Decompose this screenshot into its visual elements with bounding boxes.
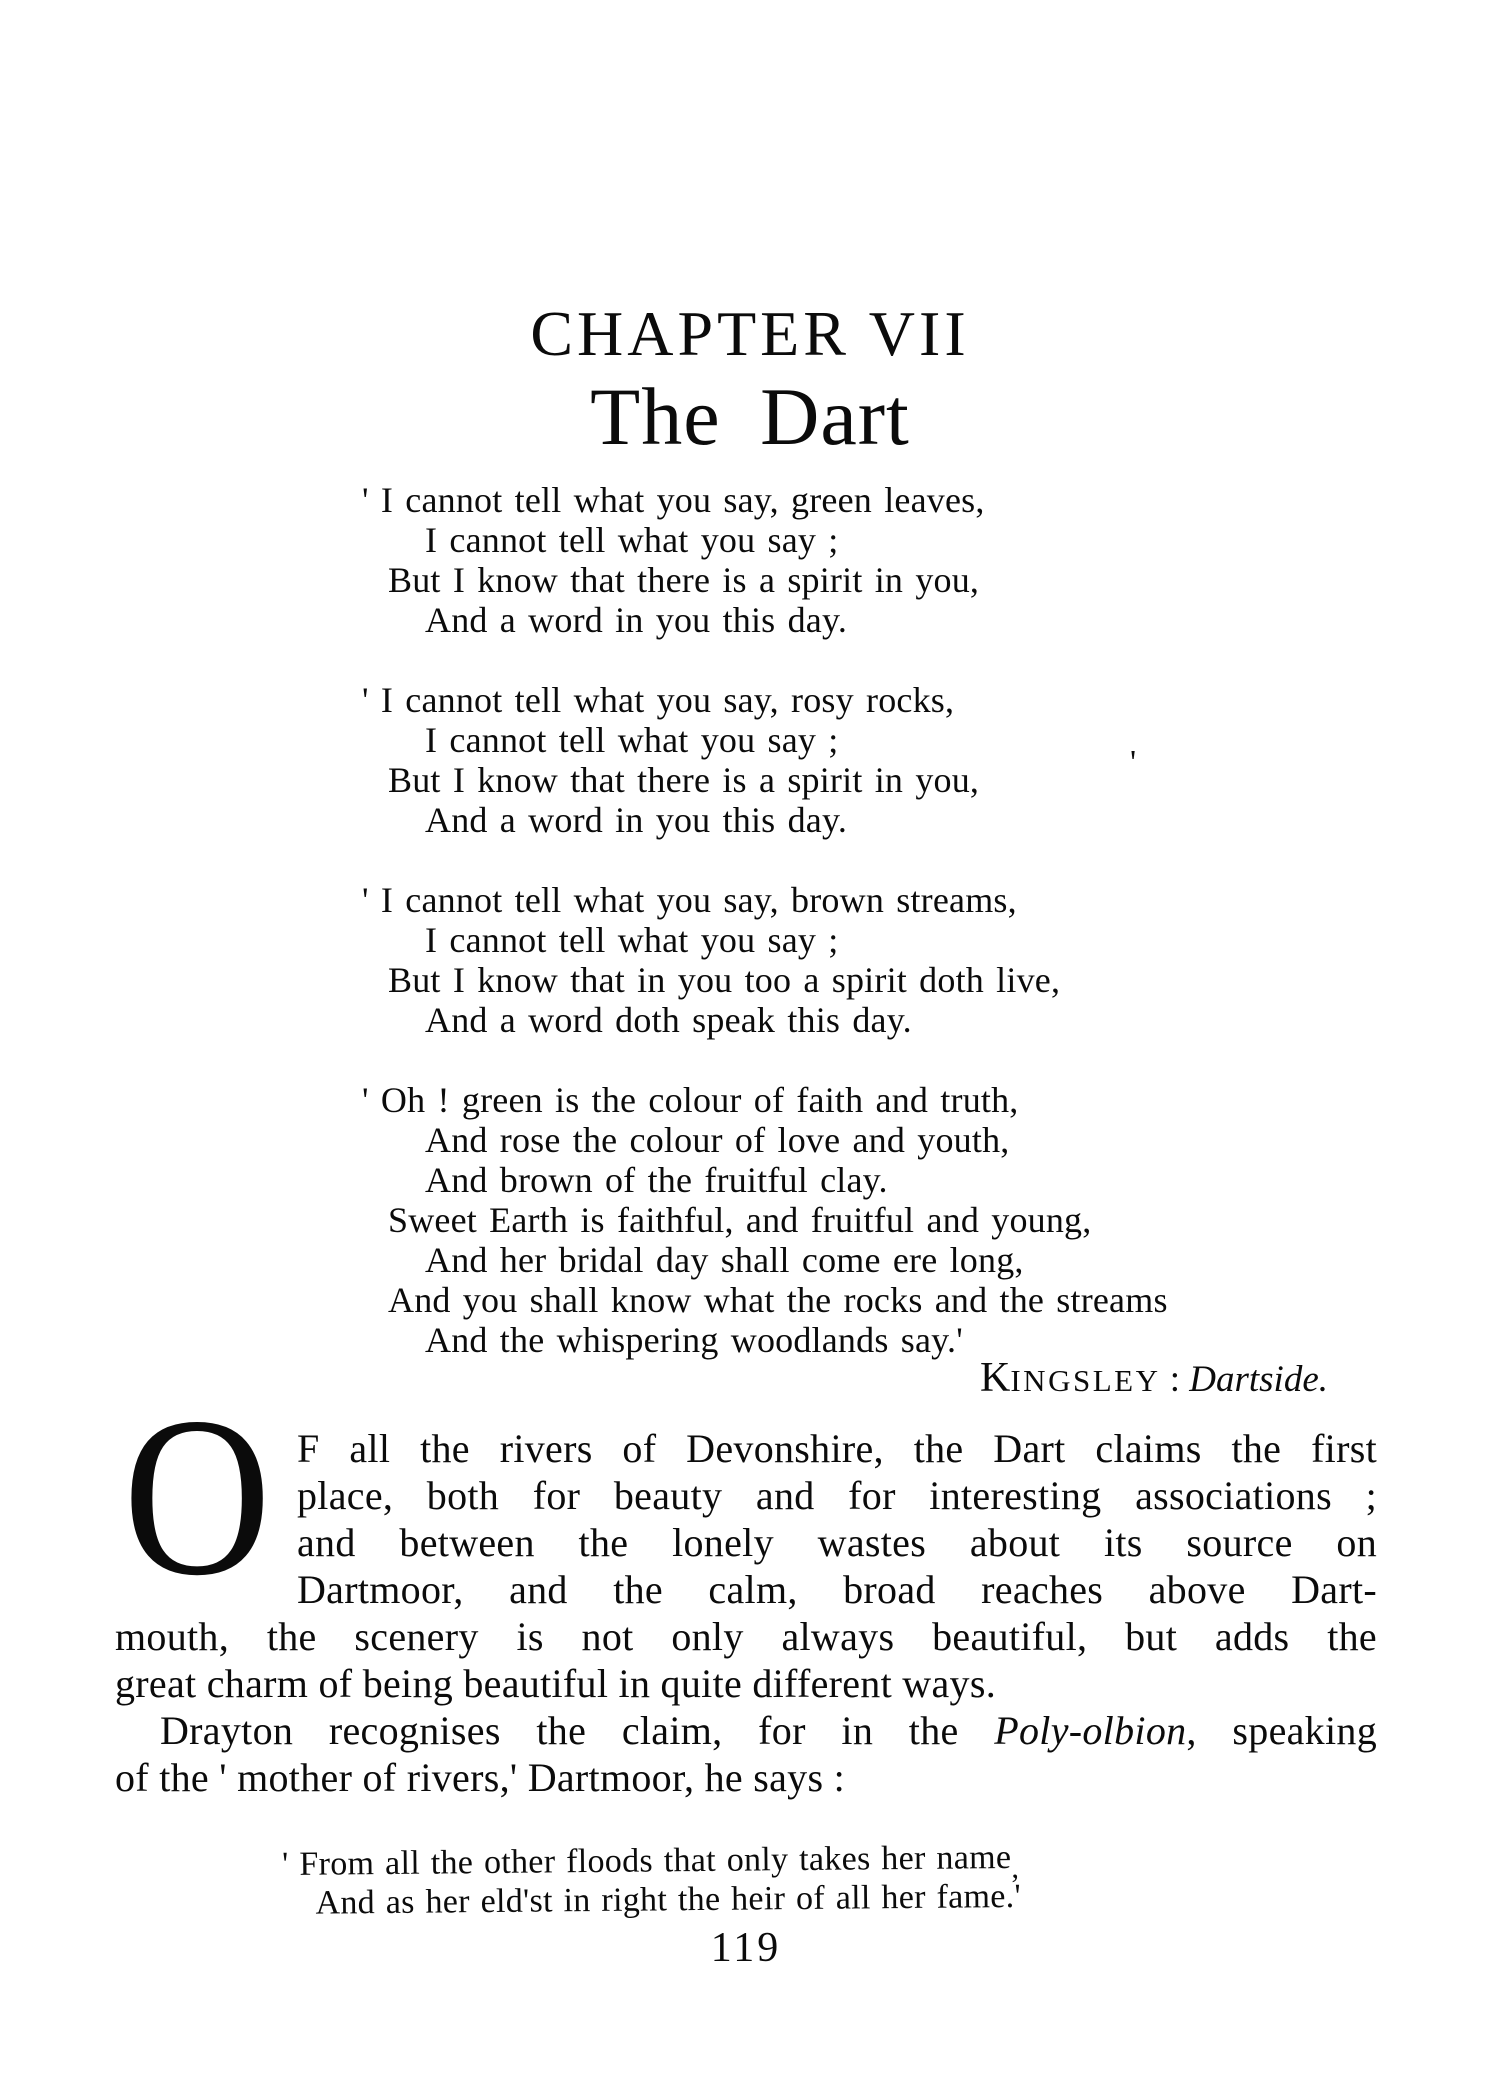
work-title-italic: Poly-olbion: [994, 1708, 1187, 1753]
poem-line: And you shall know what the rocks and the streams: [388, 1280, 1168, 1320]
poem-line: ' I cannot tell what you say, green leaves,: [362, 480, 985, 520]
quotation-text: ' From all the other floods that only takes her name: [282, 1839, 1012, 1883]
attribution-author-name: INGSLEY: [1010, 1363, 1161, 1398]
attribution-separator: :: [1160, 1359, 1190, 1400]
epigraph-poem: [362, 480, 1402, 1400]
poem-line: And rose the colour of love and youth,: [425, 1120, 1010, 1160]
poem-line: But I know that there is a spirit in you,: [388, 560, 980, 600]
quotation-line: And as her eld'st in right the heir of all her fame.': [315, 1877, 1022, 1922]
poem-stanza: [362, 1080, 1402, 1360]
page-title: The Dart: [590, 371, 910, 462]
poem-stanza: [362, 680, 1402, 840]
prose-text: Drayton recognises the claim, for in the: [160, 1708, 995, 1753]
page-number: 119: [710, 1925, 782, 1971]
poem-stanza: [362, 480, 1402, 640]
prose-line: [115, 1707, 1377, 1754]
poem-line: And a word doth speak this day.: [425, 1000, 912, 1040]
prose-line: mouth, the scenery is not only always beautiful, but adds the: [115, 1614, 1377, 1659]
poem-line: And her bridal day shall come ere long,: [425, 1240, 1024, 1280]
poem-line: And the whispering woodlands say.': [425, 1320, 963, 1360]
attribution-author-initial: K: [980, 1355, 1011, 1401]
poem-line: ' I cannot tell what you say, brown streams,: [362, 880, 1017, 920]
poem-line: I cannot tell what you say ;: [425, 520, 839, 560]
drop-cap: O: [123, 1371, 272, 1623]
prose-line: F all the rivers of Devonshire, the Dart claims the first: [297, 1426, 1377, 1471]
poem-attribution: [362, 1355, 1328, 1401]
poem-line: And brown of the fruitful clay.: [425, 1160, 888, 1200]
poem-line: I cannot tell what you say ;: [425, 720, 839, 760]
prose-line: place, both for beauty and for interesting associations ;: [297, 1473, 1377, 1518]
stray-dot-mark: ,: [1011, 1851, 1020, 1885]
poem-line: Sweet Earth is faithful, and fruitful and young,: [388, 1200, 1092, 1240]
prose-line: great charm of being beautiful in quite different ways.: [115, 1661, 997, 1706]
prose-line: Dartmoor, and the calm, broad reaches above Dart-: [297, 1567, 1377, 1612]
prose-line: and between the lonely wastes about its source on: [297, 1520, 1377, 1565]
prose-text: , speaking: [1186, 1708, 1377, 1753]
poem-line: And a word in you this day.: [425, 600, 848, 640]
stray-apostrophe-mark: ': [1130, 744, 1137, 781]
chapter-heading: CHAPTER VII: [530, 298, 970, 369]
poem-line: I cannot tell what you say ;: [425, 920, 839, 960]
poem-line: But I know that there is a spirit in you,: [388, 760, 980, 800]
poem-line: ' I cannot tell what you say, rosy rocks,: [362, 680, 955, 720]
poem-stanza: [362, 880, 1402, 1040]
poem-line: But I know that in you too a spirit doth live,: [388, 960, 1061, 1000]
poem-line: ' Oh ! green is the colour of faith and truth,: [362, 1080, 1019, 1120]
prose-line: of the ' mother of rivers,' Dartmoor, he says :: [115, 1755, 846, 1800]
poem-line: And a word in you this day.: [425, 800, 848, 840]
verse-quotation: [282, 1836, 1283, 1923]
attribution-work-title: Dartside.: [1189, 1359, 1328, 1400]
